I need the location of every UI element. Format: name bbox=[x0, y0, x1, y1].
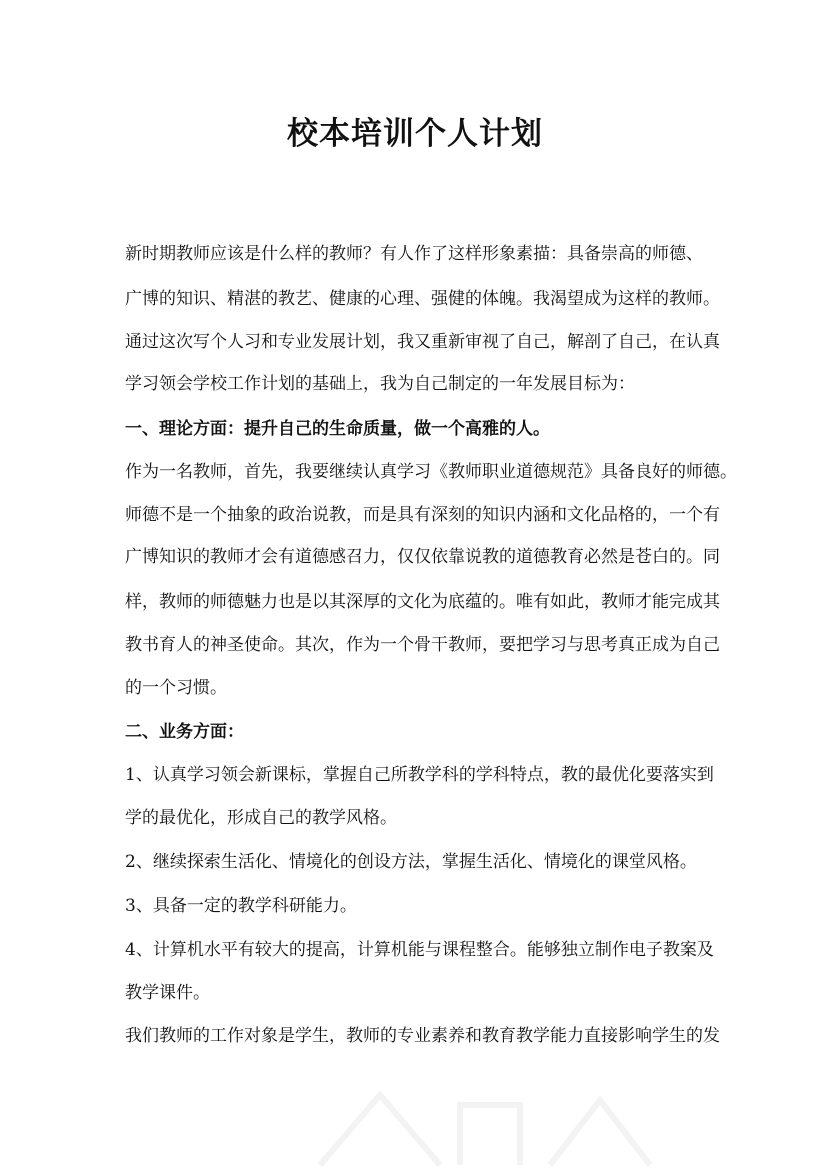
paragraph-line: 教书育人的神圣使命。其次，作为一个骨干教师，要把学习与思考真正成为自己 bbox=[125, 635, 720, 655]
paragraph-line: 师德不是一个抽象的政治说教，而是具有深刻的知识内涵和文化品格的，一个有 bbox=[125, 505, 720, 525]
list-item: 1、认真学习领会新课标，掌握自己所教学科的学科特点，教的最优化要落实到 bbox=[125, 765, 714, 785]
section-heading-business: 二、业务方面： bbox=[125, 722, 244, 742]
paragraph-line: 学的最优化，形成自己的教学风格。 bbox=[125, 808, 397, 828]
paragraph-line: 新时期教师应该是什么样的教师？有人作了这样形象素描：具备崇高的师德、 bbox=[125, 244, 703, 264]
paragraph-line: 教学课件。 bbox=[125, 983, 210, 1003]
paragraph-line: 学习领会学校工作计划的基础上，我为自己制定的一年发展目标为： bbox=[125, 374, 635, 394]
paragraph-line: 我们教师的工作对象是学生，教师的专业素养和教育教学能力直接影响学生的发 bbox=[125, 1026, 720, 1046]
list-item: 2、继续探索生活化、情境化的创设方法，掌握生活化、情境化的课堂风格。 bbox=[125, 852, 697, 872]
watermark bbox=[300, 1075, 680, 1175]
list-item: 4、计算机水平有较大的提高，计算机能与课程整合。能够独立制作电子教案及 bbox=[125, 940, 714, 960]
paragraph-line: 的一个习惯。 bbox=[125, 678, 227, 698]
list-item: 3、具备一定的教学科研能力。 bbox=[125, 896, 357, 916]
document-title: 校本培训个人计划 bbox=[287, 116, 543, 152]
paragraph-line: 广博的知识、精湛的教艺、健康的心理、强健的体魄。我渴望成为这样的教师。 bbox=[125, 289, 720, 309]
paragraph-line: 样，教师的师德魅力也是以其深厚的文化为底蕴的。唯有如此，教师才能完成其 bbox=[125, 592, 720, 612]
paragraph-line: 广博知识的教师才会有道德感召力，仅仅依靠说教的道德教育必然是苍白的。同 bbox=[125, 547, 720, 567]
paragraph-line: 作为一名教师，首先，我要继续认真学习《教师职业道德规范》具备良好的师德。 bbox=[125, 462, 737, 482]
section-heading-theory: 一、理论方面：提升自己的生命质量，做一个高雅的人。 bbox=[125, 419, 550, 439]
paragraph-line: 通过这次写个人习和专业发展计划，我又重新审视了自己，解剖了自己，在认真 bbox=[125, 332, 720, 352]
